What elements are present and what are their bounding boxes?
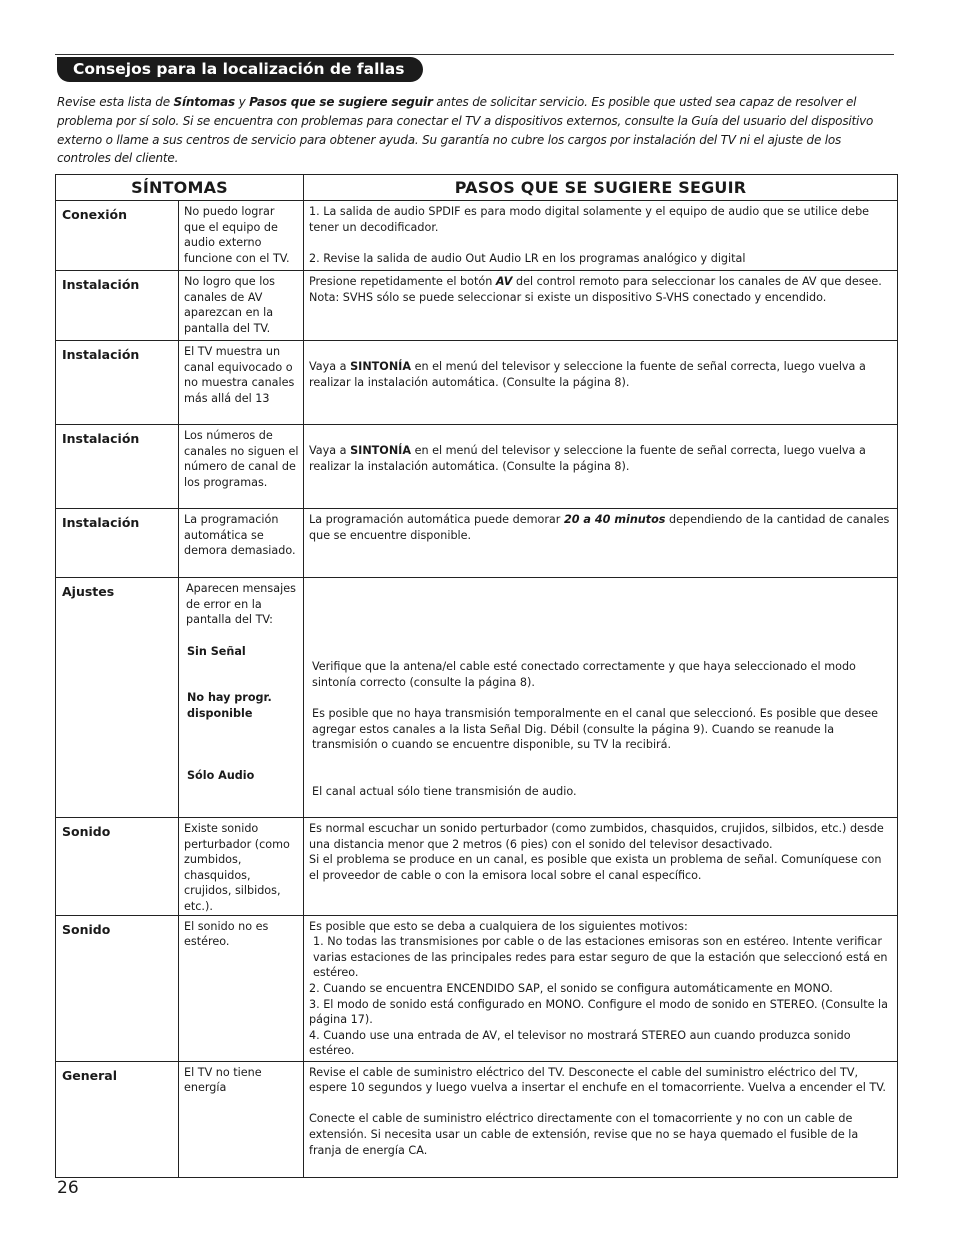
page-number: 26: [57, 1178, 79, 1198]
intro-text-2: y: [234, 95, 250, 109]
row-category: Instalación: [56, 271, 179, 341]
solution-line: 3. El modo de sonido está configurado en MONO. Configure el modo de sonido en STEREO. (Consulte la página 17).: [309, 997, 888, 1027]
solution-bold: 20 a 40 minutos: [563, 513, 666, 526]
row-category: Instalación: [56, 341, 179, 425]
solution-bold: AV: [495, 275, 513, 288]
solution-line: Conecte el cable de suministro eléctrico directamente con el tomacorriente y no con un cable de extensión. Si necesita usar un cable de extensión, revise que no se haya quemado el fusible de la franja de energía CA.: [309, 1112, 859, 1157]
row-solution: [304, 425, 898, 509]
row-category: Instalación: [56, 509, 179, 578]
symptom-text: Aparecen mensajes de error en la pantalla del TV:: [186, 582, 296, 627]
row-symptom: Existe sonido perturbador (como zumbidos, chasquidos, crujidos, silbidos, etc.).: [179, 818, 304, 916]
error-sin-senal: Sin Señal: [187, 644, 246, 658]
table-row: [56, 341, 898, 425]
solution-line: 1. La salida de audio SPDIF es para modo digital solamente y el equipo de audio que se utilice debe tener un decodificador.: [309, 205, 870, 234]
header-symptoms: SÍNTOMAS: [56, 175, 304, 201]
table-row: [56, 578, 898, 818]
solution-line: 2. Cuando se encuentra ENCENDIDO SAP, el sonido se configura automáticamente en MONO.: [309, 981, 833, 995]
table-row: [56, 509, 898, 578]
row-symptom: El TV no tiene energía: [179, 1061, 304, 1177]
intro-text-3: antes de solicitar servicio. Es posible que usted sea capaz de resolver el problema por sí solo. Si se encuentra con problemas para conectar el TV a dispositivos externos, consulte la Guía del usuario del dispositivo externo o llame a sus centros de servicio para obtener ayuda. Su garantía no cubre los cargos por instalación del TV ni el ajuste de los controles del cliente.: [57, 95, 874, 166]
solution-text: Presione repetidamente el botón: [309, 275, 496, 288]
top-rule: [55, 54, 894, 55]
table-row: [56, 915, 898, 1061]
row-symptom: No puedo lograr que el equipo de audio externo funcione con el TV.: [179, 201, 304, 271]
row-category: Sonido: [56, 818, 179, 916]
solution-line: Es normal escuchar un sonido perturbador (como zumbidos, chasquidos, crujidos, silbidos, etc.) desde una distancia menor que 2 metros (6 pies) con el sonido del televisor desactivado.: [309, 822, 884, 851]
row-category: Ajustes: [56, 578, 179, 818]
solution-line: 2. Revise la salida de audio Out Audio LR en los programas analógico y digital: [309, 251, 746, 265]
solution-line: El canal actual sólo tiene transmisión de audio.: [312, 784, 577, 798]
solution-text: en el menú del televisor y seleccione la fuente de señal correcta, luego vuelva a realizar la instalación automática. (Consulte la página 8).: [309, 360, 866, 389]
solution-text: Vaya a: [309, 444, 351, 457]
row-solution: [304, 271, 898, 341]
table-row: [56, 818, 898, 916]
row-solution: [304, 509, 898, 578]
row-solution: [304, 1061, 898, 1177]
solution-line: Es posible que no haya transmisión temporalmente en el canal que seleccionó. Es posible que desee agregar estos canales a la lista Señal Dig. Débil (consulte la página 9). Cuando se reanude la transmisión o cuando se encuentre disponible, su TV la recibirá.: [312, 707, 878, 752]
row-solution: [304, 915, 898, 1061]
intro-text-1: Revise esta lista de: [57, 95, 174, 109]
row-symptom: El TV muestra un canal equivocado o no muestra canales más allá del 13: [179, 341, 304, 425]
row-solution: [304, 818, 898, 916]
solution-bold: SINTONÍA: [350, 444, 412, 457]
solution-text: en el menú del televisor y seleccione la fuente de señal correcta, luego vuelva a realizar la instalación automática. (Consulte la página 8).: [309, 444, 866, 473]
troubleshooting-table: [55, 174, 898, 1178]
table-row: [56, 201, 898, 271]
solution-line: Revise el cable de suministro eléctrico del TV. Desconecte el cable del suministro eléctrico del TV, espere 10 segundos y luego vuelva a insertar el enchufe en el tomacorriente. Vuelva a encender el TV.: [309, 1065, 886, 1095]
row-category: Conexión: [56, 201, 179, 271]
row-solution: [304, 578, 898, 818]
row-category: Sonido: [56, 915, 179, 1061]
table-row: [56, 271, 898, 341]
solution-line: 4. Cuando use una entrada de AV, el televisor no mostrará STEREO aun cuando produzca sonido estéreo.: [309, 1028, 851, 1058]
table-row: [56, 425, 898, 509]
header-steps: PASOS QUE SE SUGIERE SEGUIR: [304, 175, 898, 201]
section-title: Consejos para la localización de fallas: [57, 57, 423, 82]
error-no-programa: No hay progr. disponible: [187, 691, 272, 720]
row-category: General: [56, 1061, 179, 1177]
row-solution: [304, 201, 898, 271]
row-category: Instalación: [56, 425, 179, 509]
row-symptom: El sonido no es estéreo.: [179, 915, 304, 1061]
solution-line: Verifique que la antena/el cable esté conectado correctamente y que haya seleccionado el modo sintonía correcto (consulte la página 8).: [312, 660, 856, 689]
row-symptom: No logro que los canales de AV aparezcan en la pantalla del TV.: [179, 271, 304, 341]
intro-paragraph: [57, 93, 897, 168]
row-symptom: Los números de canales no siguen el número de canal de los programas.: [179, 425, 304, 509]
solution-line: 1. No todas las transmisiones por cable o de las estaciones emisoras son en estéreo. Intente verificar varias estaciones de las principales redes para estar seguro de que la estación que seleccionó está en estéreo.: [313, 935, 888, 980]
solution-text: dependiendo de la cantidad de canales que se encuentre disponible.: [309, 513, 890, 542]
solution-text: del control remoto para seleccionar los canales de AV que desee. Nota: SVHS sólo se puede seleccionar si existe un dispositivo S-VHS conectado y encendido.: [309, 275, 882, 304]
row-symptom: [179, 578, 304, 818]
solution-line: Si el problema se produce en un canal, es posible que exista un problema de señal. Comuníquese con el proveedor de cable o con la emisora local sobre el canal específico.: [309, 853, 882, 882]
row-solution: [304, 341, 898, 425]
intro-bold-2: Pasos que se sugiere seguir: [249, 95, 433, 109]
intro-bold-1: Síntomas: [173, 95, 235, 109]
table-row: [56, 1061, 898, 1177]
solution-text: La programación automática puede demorar: [309, 513, 564, 526]
solution-line: Es posible que esto se deba a cualquiera de los siguientes motivos:: [309, 919, 688, 933]
solution-bold: SINTONÍA: [350, 360, 412, 373]
row-symptom: La programación automática se demora demasiado.: [179, 509, 304, 578]
error-solo-audio: Sólo Audio: [187, 768, 255, 782]
solution-text: Vaya a: [309, 360, 351, 373]
